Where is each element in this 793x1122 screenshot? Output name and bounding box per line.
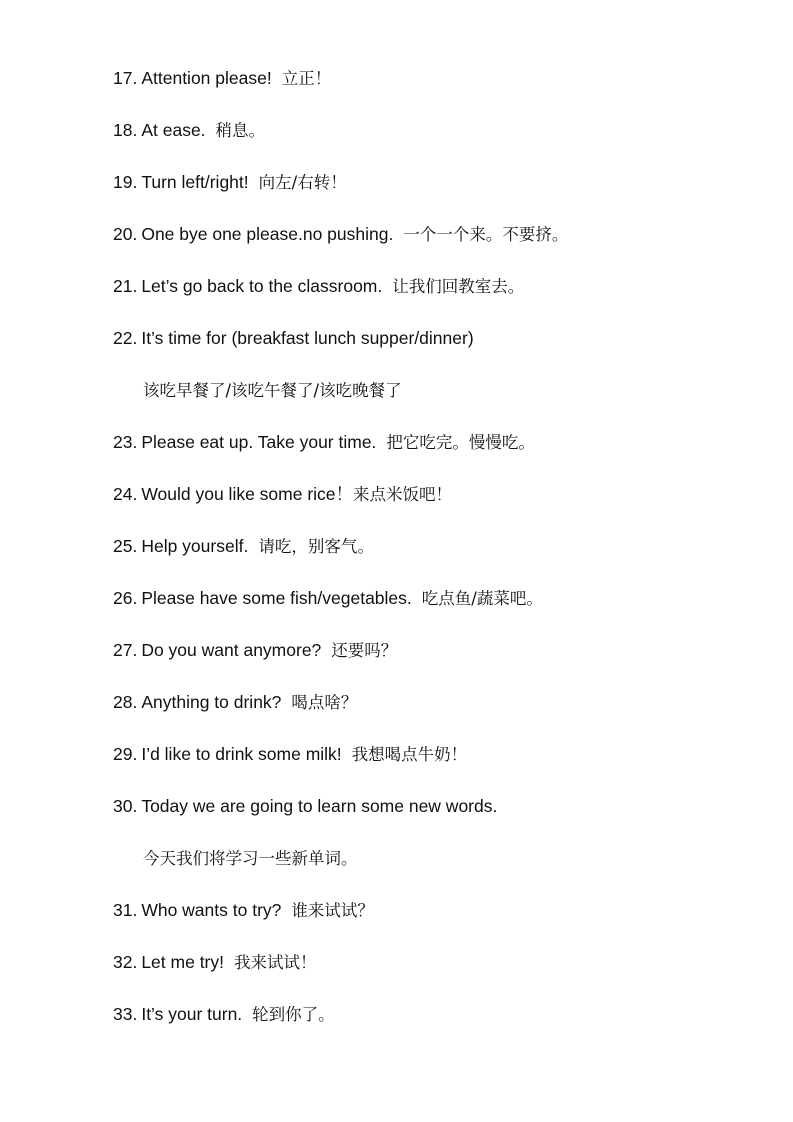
line-number: 20. [113,224,138,244]
phrase-line-18 [113,119,265,142]
line-number: 22. [113,328,138,348]
phrase-line-27 [113,639,397,662]
english-text: Today we are going to learn some new words. [141,796,498,816]
english-text: At ease. [141,120,206,140]
line-number: 23. [113,432,138,452]
phrase-line-32 [113,951,317,974]
line-number: 17. [113,68,138,88]
line-number: 33. [113,1004,138,1024]
phrase-line-22-translation [143,379,402,402]
line-number: 25. [113,536,138,556]
chinese-text: 我来试试！ [234,953,317,972]
line-number: 26. [113,588,138,608]
chinese-text: 把它吃完。慢慢吃。 [386,433,535,452]
chinese-text: 向左/右转！ [258,173,347,192]
english-text: Please have some fish/vegetables. [141,588,412,608]
english-text: Help yourself. [141,536,249,556]
chinese-text: 今天我们将学习一些新单词。 [143,849,358,868]
chinese-text: 稍息。 [215,121,266,140]
line-number: 30. [113,796,138,816]
line-number: 32. [113,952,138,972]
chinese-text: 一个一个来。不要挤。 [403,225,569,244]
chinese-text: 该吃早餐了/该吃午餐了/该吃晚餐了 [143,381,402,400]
chinese-text: 轮到你了。 [252,1005,335,1024]
line-number: 21. [113,276,138,296]
line-number: 28. [113,692,138,712]
phrase-line-26 [113,587,543,610]
line-number: 31. [113,900,138,920]
english-text: It’s time for (breakfast lunch supper/dinner) [141,328,474,348]
line-number: 18. [113,120,138,140]
chinese-text: 来点米饭吧！ [353,485,453,504]
chinese-text: 喝点啥？ [291,693,358,712]
chinese-text: 让我们回教室去。 [392,277,525,296]
english-text: Let’s go back to the classroom. [141,276,383,296]
phrase-line-28 [113,691,357,714]
phrase-line-33 [113,1003,335,1026]
phrase-line-24 [113,483,452,506]
phrase-line-19 [113,171,347,194]
phrase-line-22 [113,327,474,349]
phrase-line-23 [113,431,535,454]
line-number: 24. [113,484,138,504]
phrase-line-29 [113,743,467,766]
chinese-text: 我想喝点牛奶！ [351,745,468,764]
english-text: Anything to drink? [141,692,282,712]
english-text: It’s your turn. [141,1004,243,1024]
phrase-line-31 [113,899,374,922]
english-text: Who wants to try? [141,900,282,920]
chinese-text: 谁来试试？ [291,901,374,920]
english-text: Please eat up. Take your time. [141,432,377,452]
english-text: Do you want anymore? [141,640,322,660]
english-text: Attention please! [141,68,272,88]
phrase-line-17 [113,67,331,90]
line-number: 27. [113,640,138,660]
phrase-line-20 [113,223,568,246]
phrase-line-25 [113,535,374,558]
line-number: 19. [113,172,138,192]
english-text: One bye one please.no pushing. [141,224,394,244]
english-text: I’d like to drink some milk! [141,744,342,764]
chinese-text: 吃点鱼/蔬菜吧。 [421,589,543,608]
chinese-text: 立正！ [281,69,332,88]
phrase-line-21 [113,275,524,298]
english-text: Let me try! [141,952,224,972]
phrase-line-30 [113,795,497,817]
chinese-text: 请吃，别客气。 [258,537,374,556]
chinese-text: 还要吗？ [331,641,398,660]
phrase-line-30-translation [143,847,358,870]
english-text: Would you like some rice！ [141,484,354,504]
english-text: Turn left/right! [141,172,249,192]
line-number: 29. [113,744,138,764]
